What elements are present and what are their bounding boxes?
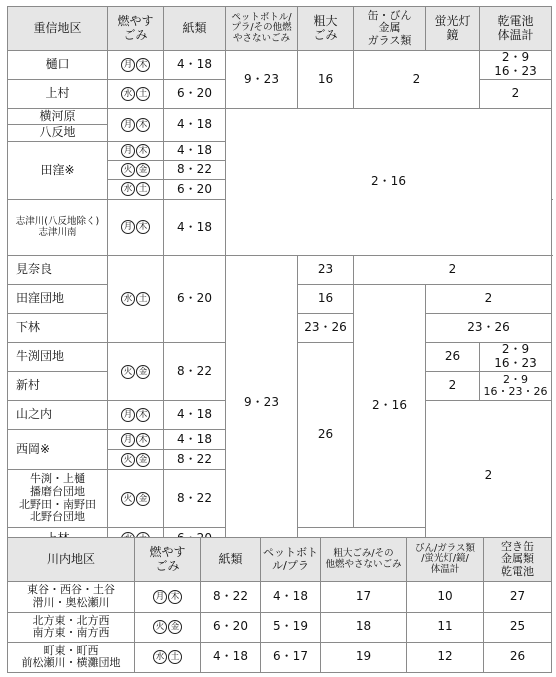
pet-days: 5・19 — [261, 612, 321, 642]
header-large: 粗大 ごみ — [298, 7, 354, 51]
header-pet-plastic: ペットボトル/ プラ/その他燃 やさないごみ — [226, 7, 298, 51]
header-burnable: 燃やす ごみ — [135, 538, 201, 582]
area-name: 北方東・北方西 南方東・南方西 — [8, 612, 135, 642]
header-glass: びん/ガラス類 /蛍光灯/鏡/ 体温計 — [407, 538, 484, 582]
header-paper: 紙類 — [201, 538, 261, 582]
day-circle: 金 — [136, 453, 150, 467]
day-circle: 金 — [168, 620, 182, 634]
day-circle: 土 — [168, 650, 182, 664]
burn-days — [108, 430, 164, 450]
burn-days — [108, 470, 164, 528]
day-circle: 月 — [121, 144, 135, 158]
day-circle: 土 — [136, 292, 150, 306]
day-circle: 木 — [136, 220, 150, 234]
day-circle: 木 — [136, 118, 150, 132]
area-ushibuchidanchi: 牛渕団地 — [8, 343, 108, 372]
day-circle: 金 — [136, 365, 150, 379]
area-yamanouchi: 山之内 — [8, 401, 108, 430]
fluor-days: 2 — [426, 372, 480, 401]
day-circle: 水 — [121, 87, 135, 101]
large-days: 16 — [298, 285, 354, 314]
day-circle: 金 — [136, 163, 150, 177]
paper-days: 8・22 — [164, 343, 226, 401]
large-days: 17 — [321, 582, 407, 612]
paper-days: 8・22 — [164, 450, 226, 470]
burn-days — [108, 256, 164, 343]
day-circle: 火 — [121, 365, 135, 379]
burn-days — [108, 343, 164, 401]
battery-days: 2・9 16・23 — [480, 343, 552, 372]
area-hiiguchi: 樋口 — [8, 51, 108, 80]
table-row — [8, 612, 552, 642]
table-row — [8, 642, 552, 672]
battery-days: 2・9 16・23・26 — [480, 372, 552, 401]
fluor-days: 26 — [426, 343, 480, 372]
header-fluorescent: 蛍光灯 鏡 — [426, 7, 480, 51]
kawauchi-schedule-table — [7, 537, 552, 673]
header-battery: 乾電池 体温計 — [480, 7, 552, 51]
paper-days: 4・18 — [164, 51, 226, 80]
fluor-battery-days-merged: 2 — [426, 401, 552, 551]
burn-days — [108, 51, 164, 80]
pet-days: 4・18 — [261, 582, 321, 612]
pet-days: 9・23 — [226, 51, 298, 109]
glass-days: 12 — [407, 642, 484, 672]
day-circle: 木 — [136, 408, 150, 422]
burn-days — [108, 142, 164, 161]
can-days: 27 — [484, 582, 552, 612]
can-days: 26 — [484, 642, 552, 672]
shigenobu-schedule-table — [7, 6, 552, 551]
day-circle: 火 — [121, 163, 135, 177]
day-circle: 月 — [121, 118, 135, 132]
header-burnable: 燃やす ごみ — [108, 7, 164, 51]
paper-days: 4・18 — [164, 401, 226, 430]
paper-days: 6・20 — [201, 612, 261, 642]
burn-days — [135, 642, 201, 672]
paper-days: 4・18 — [164, 430, 226, 450]
day-circle: 火 — [153, 620, 167, 634]
burn-days — [108, 401, 164, 430]
header-large: 粗大ごみ/その 他燃やさないごみ — [321, 538, 407, 582]
area-hattanji: 八反地 — [8, 125, 108, 142]
paper-days: 4・18 — [164, 109, 226, 142]
paper-days: 6・20 — [164, 256, 226, 343]
burn-days — [108, 161, 164, 180]
large-days-merged: 26 — [298, 343, 354, 528]
burn-days — [108, 180, 164, 200]
area-nishioka: 西岡※ — [8, 430, 108, 470]
day-circle: 木 — [168, 590, 182, 604]
pet-days: 6・17 — [261, 642, 321, 672]
header-pet-plastic: ペットボト ル/プラ — [261, 538, 321, 582]
rest-days: 2 — [354, 256, 552, 285]
glass-days: 11 — [407, 612, 484, 642]
header-area: 川内地区 — [8, 538, 135, 582]
glass-days: 10 — [407, 582, 484, 612]
day-circle: 木 — [136, 58, 150, 72]
large-days: 18 — [321, 612, 407, 642]
header-can: 空き缶 金属類 乾電池 — [484, 538, 552, 582]
battery-days: 2 — [480, 80, 552, 109]
burn-days — [108, 109, 164, 142]
paper-days: 6・20 — [164, 180, 226, 200]
area-yokokawara: 横河原 — [8, 109, 108, 125]
paper-days: 6・20 — [164, 80, 226, 109]
day-circle: 月 — [121, 58, 135, 72]
area-takubodanchi: 田窪団地 — [8, 285, 108, 314]
day-circle: 木 — [136, 433, 150, 447]
day-circle: 木 — [136, 144, 150, 158]
day-circle: 水 — [121, 292, 135, 306]
paper-days: 8・22 — [164, 470, 226, 528]
can-fluor-days: 2 — [354, 51, 480, 109]
day-circle: 月 — [153, 590, 167, 604]
can-days-merged: 2・16 — [354, 285, 426, 528]
can-days: 25 — [484, 612, 552, 642]
burn-days — [135, 612, 201, 642]
large-days: 23 — [298, 256, 354, 285]
burn-days — [135, 582, 201, 612]
large-days: 19 — [321, 642, 407, 672]
area-name: 町東・町西 前松瀬川・横灘団地 — [8, 642, 135, 672]
table-row — [8, 582, 552, 612]
paper-days: 8・22 — [201, 582, 261, 612]
area-kamimura: 上村 — [8, 80, 108, 109]
header-paper: 紙類 — [164, 7, 226, 51]
day-circle: 月 — [121, 433, 135, 447]
header-area: 重信地区 — [8, 7, 108, 51]
area-niimura: 新村 — [8, 372, 108, 401]
day-circle: 水 — [153, 650, 167, 664]
area-minarai: 見奈良 — [8, 256, 108, 285]
day-circle: 月 — [121, 220, 135, 234]
day-circle: 土 — [136, 87, 150, 101]
area-name: 東谷・西谷・土谷 滑川・奥松瀬川 — [8, 582, 135, 612]
area-takubo: 田窪※ — [8, 142, 108, 200]
day-circle: 金 — [136, 492, 150, 506]
area-shizukawa: 志津川(八反地除く) 志津川南 — [8, 200, 108, 256]
paper-days: 4・18 — [164, 200, 226, 256]
area-ushibuchi-group: 牛渕・上樋 播磨台団地 北野田・南野田 北野台団地 — [8, 470, 108, 528]
fluor-battery-days: 2 — [426, 285, 552, 314]
day-circle: 月 — [121, 408, 135, 422]
paper-days: 4・18 — [164, 142, 226, 161]
day-circle: 土 — [136, 182, 150, 196]
fluor-battery-days: 23・26 — [426, 314, 552, 343]
paper-days: 8・22 — [164, 161, 226, 180]
day-circle: 水 — [121, 182, 135, 196]
burn-days — [108, 80, 164, 109]
paper-days: 4・18 — [201, 642, 261, 672]
large-days: 16 — [298, 51, 354, 109]
burn-days — [108, 450, 164, 470]
large-days: 23・26 — [298, 314, 354, 343]
area-shimobayashi: 下林 — [8, 314, 108, 343]
day-circle: 火 — [121, 453, 135, 467]
day-circle: 火 — [121, 492, 135, 506]
pet-days-merged: 9・23 — [226, 256, 298, 551]
battery-days: 2・9 16・23 — [480, 51, 552, 80]
header-can-bottle: 缶・びん 金属 ガラス類 — [354, 7, 426, 51]
burn-days — [108, 200, 164, 256]
merged-days: 2・16 — [226, 109, 552, 256]
